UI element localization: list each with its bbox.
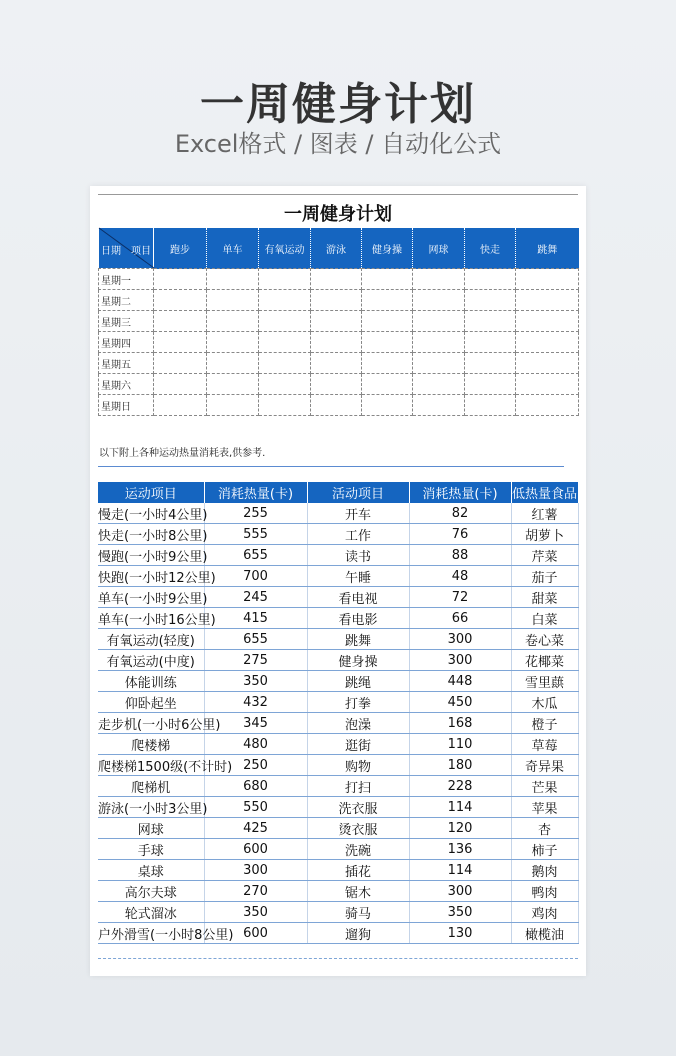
schedule-column-header: 单车 [207,228,259,269]
table-row [98,755,578,776]
table-cell: 600 [204,839,307,860]
table-cell: 350 [204,671,307,692]
table-cell: 110 [409,734,511,755]
schedule-cell[interactable] [516,395,579,416]
table-cell: 柿子 [511,839,578,860]
day-label: 星期六 [99,374,154,395]
schedule-cell[interactable] [311,290,362,311]
calorie-table [98,482,579,944]
table-cell: 114 [409,860,511,881]
table-cell: 打拳 [307,692,409,713]
table-cell: 350 [409,902,511,923]
schedule-cell[interactable] [413,332,465,353]
table-cell: 有氧运动(中度) [98,650,204,671]
table-row [98,734,578,755]
table-cell: 655 [204,545,307,566]
schedule-cell[interactable] [362,332,413,353]
schedule-cell[interactable] [465,374,516,395]
schedule-row [99,311,579,332]
table-cell: 432 [204,692,307,713]
table-cell: 250 [204,755,307,776]
table-cell: 245 [204,587,307,608]
schedule-cell[interactable] [259,290,311,311]
table-cell: 购物 [307,755,409,776]
table-cell: 48 [409,566,511,587]
schedule-cell[interactable] [413,395,465,416]
table-cell: 120 [409,818,511,839]
table-cell: 270 [204,881,307,902]
table-cell: 烫衣服 [307,818,409,839]
note-divider [98,466,564,467]
table-cell: 红薯 [511,503,578,524]
table-cell: 看电影 [307,608,409,629]
table-cell: 卷心菜 [511,629,578,650]
table-cell: 打扫 [307,776,409,797]
table-cell: 骑马 [307,902,409,923]
schedule-cell[interactable] [465,269,516,290]
table-cell: 680 [204,776,307,797]
table-cell: 走步机(一小时6公里) [98,713,204,734]
schedule-cell[interactable] [259,395,311,416]
table-cell: 木瓜 [511,692,578,713]
table-cell: 杏 [511,818,578,839]
day-label: 星期日 [99,395,154,416]
schedule-cell[interactable] [154,332,207,353]
schedule-cell[interactable] [413,290,465,311]
schedule-cell[interactable] [154,311,207,332]
spreadsheet-preview [90,186,586,976]
page-subtitle: Excel格式 / 图表 / 自动化公式 [174,130,502,158]
calorie-column-header: 消耗热量(卡) [409,482,511,503]
schedule-corner-cell [99,228,154,269]
table-cell: 114 [409,797,511,818]
table-cell: 轮式溜冰 [98,902,204,923]
schedule-cell[interactable] [362,353,413,374]
table-cell: 遛狗 [307,923,409,944]
table-cell: 网球 [98,818,204,839]
table-cell: 花椰菜 [511,650,578,671]
table-cell: 350 [204,902,307,923]
table-cell: 鸭肉 [511,881,578,902]
table-row [98,839,578,860]
schedule-cell[interactable] [465,395,516,416]
table-cell: 工作 [307,524,409,545]
table-cell: 415 [204,608,307,629]
table-cell: 168 [409,713,511,734]
table-row [98,713,578,734]
schedule-cell[interactable] [465,311,516,332]
table-cell: 看电视 [307,587,409,608]
table-cell: 单车(一小时16公里) [98,608,204,629]
table-cell: 高尔夫球 [98,881,204,902]
table-cell: 655 [204,629,307,650]
schedule-row [99,374,579,395]
schedule-cell[interactable] [259,374,311,395]
schedule-cell[interactable] [413,269,465,290]
table-cell: 600 [204,923,307,944]
table-cell: 午睡 [307,566,409,587]
schedule-cell[interactable] [465,332,516,353]
table-cell: 手球 [98,839,204,860]
table-cell: 有氧运动(轻度) [98,629,204,650]
table-cell: 慢跑(一小时9公里) [98,545,204,566]
table-cell: 仰卧起坐 [98,692,204,713]
day-label: 星期三 [99,311,154,332]
schedule-cell[interactable] [516,332,579,353]
table-cell: 苹果 [511,797,578,818]
table-row [98,650,578,671]
table-cell: 爬梯机 [98,776,204,797]
schedule-cell[interactable] [362,395,413,416]
schedule-column-header: 网球 [413,228,465,269]
schedule-cell[interactable] [207,332,259,353]
page-title: 一周健身计划 [200,79,476,130]
table-cell: 300 [204,860,307,881]
table-row [98,524,578,545]
schedule-cell[interactable] [516,374,579,395]
table-row [98,860,578,881]
table-cell: 快跑(一小时12公里) [98,566,204,587]
table-cell: 健身操 [307,650,409,671]
table-cell: 180 [409,755,511,776]
schedule-cell[interactable] [259,269,311,290]
table-cell: 跳舞 [307,629,409,650]
table-row [98,629,578,650]
table-cell: 鸡肉 [511,902,578,923]
calorie-column-header: 运动项目 [98,482,204,503]
schedule-row [99,290,579,311]
top-divider [98,194,578,195]
table-cell: 82 [409,503,511,524]
table-cell: 草莓 [511,734,578,755]
table-row [98,881,578,902]
schedule-cell[interactable] [362,374,413,395]
schedule-cell[interactable] [465,290,516,311]
table-cell: 奇异果 [511,755,578,776]
table-cell: 228 [409,776,511,797]
schedule-cell[interactable] [207,353,259,374]
table-row [98,923,578,944]
day-label: 星期四 [99,332,154,353]
schedule-cell[interactable] [413,353,465,374]
schedule-cell[interactable] [154,290,207,311]
schedule-row [99,269,579,290]
table-row [98,902,578,923]
table-cell: 茄子 [511,566,578,587]
table-cell: 76 [409,524,511,545]
table-row [98,797,578,818]
schedule-cell[interactable] [207,395,259,416]
schedule-cell[interactable] [311,353,362,374]
bottom-divider [98,958,578,959]
table-cell: 芹菜 [511,545,578,566]
schedule-cell[interactable] [154,395,207,416]
table-cell: 275 [204,650,307,671]
table-row [98,818,578,839]
table-row [98,776,578,797]
table-cell: 爬楼梯 [98,734,204,755]
table-cell: 66 [409,608,511,629]
schedule-column-header: 有氧运动 [259,228,311,269]
table-cell: 550 [204,797,307,818]
schedule-cell[interactable] [516,353,579,374]
schedule-row [99,353,579,374]
schedule-cell[interactable] [154,353,207,374]
schedule-column-header: 健身操 [362,228,413,269]
table-cell: 户外滑雪(一小时8公里) [98,923,204,944]
schedule-cell[interactable] [311,395,362,416]
table-cell: 448 [409,671,511,692]
table-row [98,692,578,713]
table-cell: 体能训练 [98,671,204,692]
table-cell: 插花 [307,860,409,881]
table-cell: 洗衣服 [307,797,409,818]
schedule-cell[interactable] [207,311,259,332]
schedule-column-header: 游泳 [311,228,362,269]
table-cell: 255 [204,503,307,524]
table-row [98,566,578,587]
schedule-cell[interactable] [311,332,362,353]
corner-item-label: 项目 [131,246,151,257]
table-cell: 480 [204,734,307,755]
schedule-cell[interactable] [311,311,362,332]
schedule-cell[interactable] [465,353,516,374]
schedule-row [99,395,579,416]
schedule-table [98,228,579,416]
table-cell: 锯木 [307,881,409,902]
table-row [98,545,578,566]
schedule-cell[interactable] [207,374,259,395]
calorie-column-header: 活动项目 [307,482,409,503]
schedule-cell[interactable] [413,374,465,395]
table-cell: 雪里蕻 [511,671,578,692]
corner-date-label: 日期 [101,246,121,257]
schedule-cell[interactable] [362,311,413,332]
table-cell: 白菜 [511,608,578,629]
table-cell: 橄榄油 [511,923,578,944]
schedule-cell[interactable] [516,290,579,311]
schedule-cell[interactable] [311,269,362,290]
table-cell: 逛街 [307,734,409,755]
table-cell: 读书 [307,545,409,566]
schedule-cell[interactable] [154,269,207,290]
table-cell: 胡萝卜 [511,524,578,545]
table-row [98,503,578,524]
day-label: 星期二 [99,290,154,311]
schedule-cell[interactable] [207,290,259,311]
schedule-cell[interactable] [413,311,465,332]
schedule-cell[interactable] [259,353,311,374]
table-cell: 爬楼梯1500级(不计时) [98,755,204,776]
schedule-column-header: 快走 [465,228,516,269]
table-row [98,608,578,629]
schedule-cell[interactable] [516,311,579,332]
table-cell: 300 [409,629,511,650]
table-cell: 345 [204,713,307,734]
schedule-cell[interactable] [154,374,207,395]
table-cell: 游泳(一小时3公里) [98,797,204,818]
table-cell: 芒果 [511,776,578,797]
schedule-cell[interactable] [259,332,311,353]
reference-note: 以下附上各种运动热量消耗表,供参考. [99,448,266,459]
table-cell: 700 [204,566,307,587]
table-cell: 开车 [307,503,409,524]
schedule-cell[interactable] [516,269,579,290]
schedule-cell[interactable] [362,290,413,311]
day-label: 星期五 [99,353,154,374]
table-cell: 300 [409,650,511,671]
schedule-row [99,332,579,353]
table-cell: 88 [409,545,511,566]
sheet-title: 一周健身计划 [284,204,392,225]
table-cell: 鹅肉 [511,860,578,881]
schedule-column-header: 跑步 [154,228,207,269]
table-cell: 橙子 [511,713,578,734]
schedule-column-header: 跳舞 [516,228,579,269]
table-cell: 136 [409,839,511,860]
calorie-column-header: 低热量食品 [511,482,578,503]
table-cell: 450 [409,692,511,713]
table-cell: 甜菜 [511,587,578,608]
table-cell: 425 [204,818,307,839]
table-cell: 快走(一小时8公里) [98,524,204,545]
calorie-column-header: 消耗热量(卡) [204,482,307,503]
day-label: 星期一 [99,269,154,290]
schedule-cell[interactable] [311,374,362,395]
schedule-cell[interactable] [207,269,259,290]
table-cell: 慢走(一小时4公里) [98,503,204,524]
table-cell: 130 [409,923,511,944]
table-cell: 桌球 [98,860,204,881]
schedule-cell[interactable] [362,269,413,290]
table-cell: 泡澡 [307,713,409,734]
table-cell: 300 [409,881,511,902]
table-cell: 洗碗 [307,839,409,860]
table-row [98,587,578,608]
table-cell: 跳绳 [307,671,409,692]
table-cell: 555 [204,524,307,545]
table-cell: 72 [409,587,511,608]
table-cell: 单车(一小时9公里) [98,587,204,608]
schedule-cell[interactable] [259,311,311,332]
table-row [98,671,578,692]
